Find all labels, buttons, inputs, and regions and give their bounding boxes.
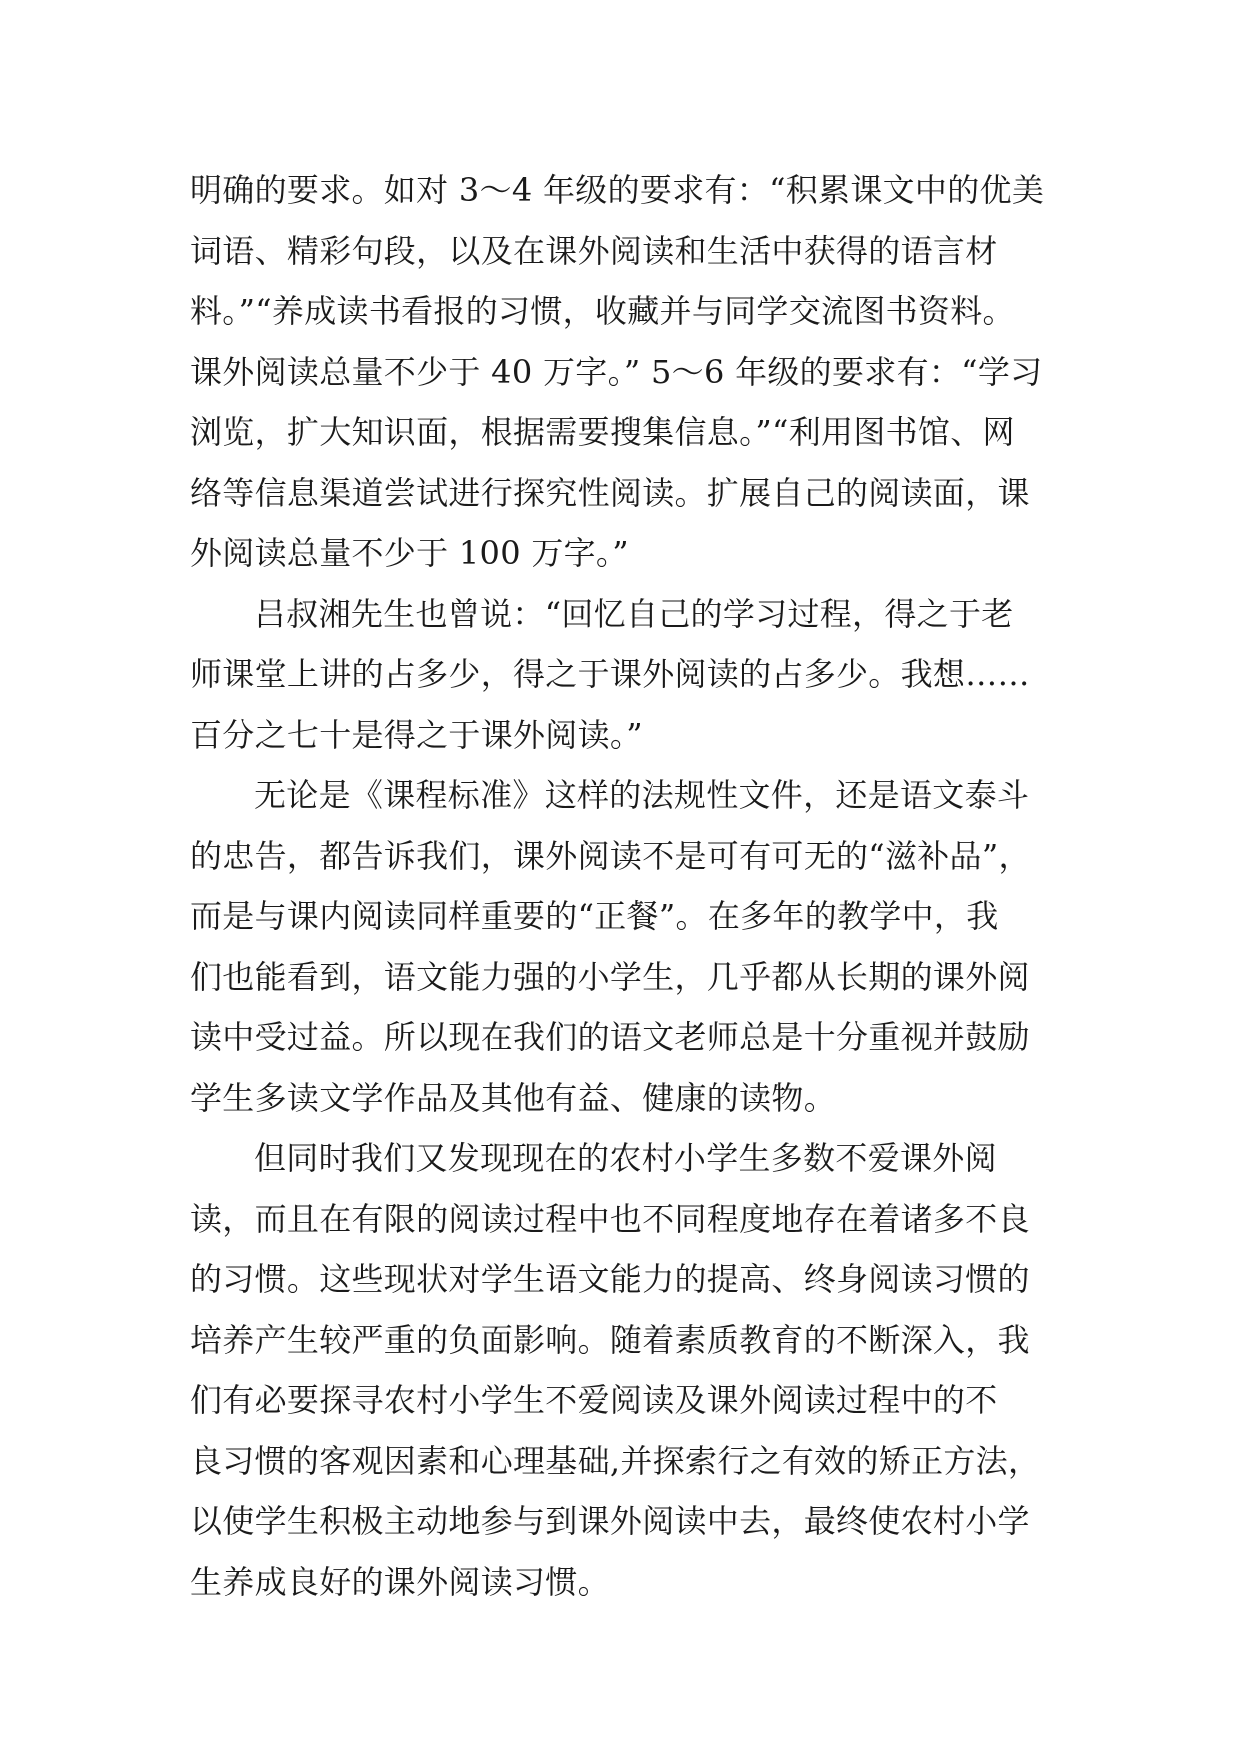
body-text — [190, 160, 1060, 1612]
text-line: 而是与课内阅读同样重要的“正餐”。在多年的教学中，我 — [190, 897, 999, 935]
text-line: 料。”“养成读书看报的习惯，收藏并与同学交流图书资料。 — [190, 292, 1015, 330]
text-line: 络等信息渠道尝试进行探究性阅读。扩展自己的阅读面，课 — [190, 473, 1030, 512]
text-line: 吕叔湘先生也曾说：“回忆自己的学习过程，得之于老 — [254, 594, 1014, 633]
text-line: 百分之七十是得之于课外阅读。” — [190, 715, 643, 754]
text-line: 课外阅读总量不少于 40 万字。” 5～6 年级的要求有：“学习 — [190, 352, 1043, 391]
paragraph-1 — [190, 160, 1060, 584]
paragraph-3 — [190, 765, 1060, 1128]
text-line: 的忠告，都告诉我们，课外阅读不是可有可无的“滋补品”， — [190, 836, 1031, 875]
text-line: 浏览，扩大知识面，根据需要搜集信息。”“利用图书馆、网 — [190, 413, 1015, 451]
text-line: 无论是《课程标准》这样的法规性文件，还是语文泰斗 — [254, 776, 1030, 814]
paragraph-2 — [190, 584, 1060, 766]
text-line: 师课堂上讲的占多少，得之于课外阅读的占多少。我想…… — [190, 655, 1030, 693]
text-line: 明确的要求。如对 3～4 年级的要求有：“积累课文中的优美 — [190, 171, 1045, 209]
paragraph-4 — [190, 1128, 1060, 1612]
text-line: 良习惯的客观因素和心理基础,并探索行之有效的矫正方法， — [190, 1441, 1041, 1480]
text-line: 学生多读文学作品及其他有益、健康的读物。 — [190, 1078, 837, 1117]
text-line: 以使学生积极主动地参与到课外阅读中去，最终使农村小学 — [190, 1502, 1030, 1540]
text-line: 读中受过益。所以现在我们的语文老师总是十分重视并鼓励 — [190, 1018, 1030, 1056]
text-line: 们有必要探寻农村小学生不爱阅读及课外阅读过程中的不 — [190, 1381, 998, 1419]
text-line: 生养成良好的课外阅读习惯。 — [190, 1562, 610, 1601]
text-line: 外阅读总量不少于 100 万字。” — [190, 534, 629, 572]
text-line: 们也能看到，语文能力强的小学生，几乎都从长期的课外阅 — [190, 957, 1030, 996]
text-line: 培养产生较严重的负面影响。随着素质教育的不断深入，我 — [190, 1320, 1030, 1359]
text-line: 词语、精彩句段，以及在课外阅读和生活中获得的语言材 — [190, 231, 998, 270]
text-line: 但同时我们又发现现在的农村小学生多数不爱课外阅 — [254, 1139, 997, 1177]
text-line: 的习惯。这些现状对学生语文能力的提高、终身阅读习惯的 — [190, 1260, 1030, 1298]
text-line: 读，而且在有限的阅读过程中也不同程度地存在着诸多不良 — [190, 1199, 1030, 1238]
